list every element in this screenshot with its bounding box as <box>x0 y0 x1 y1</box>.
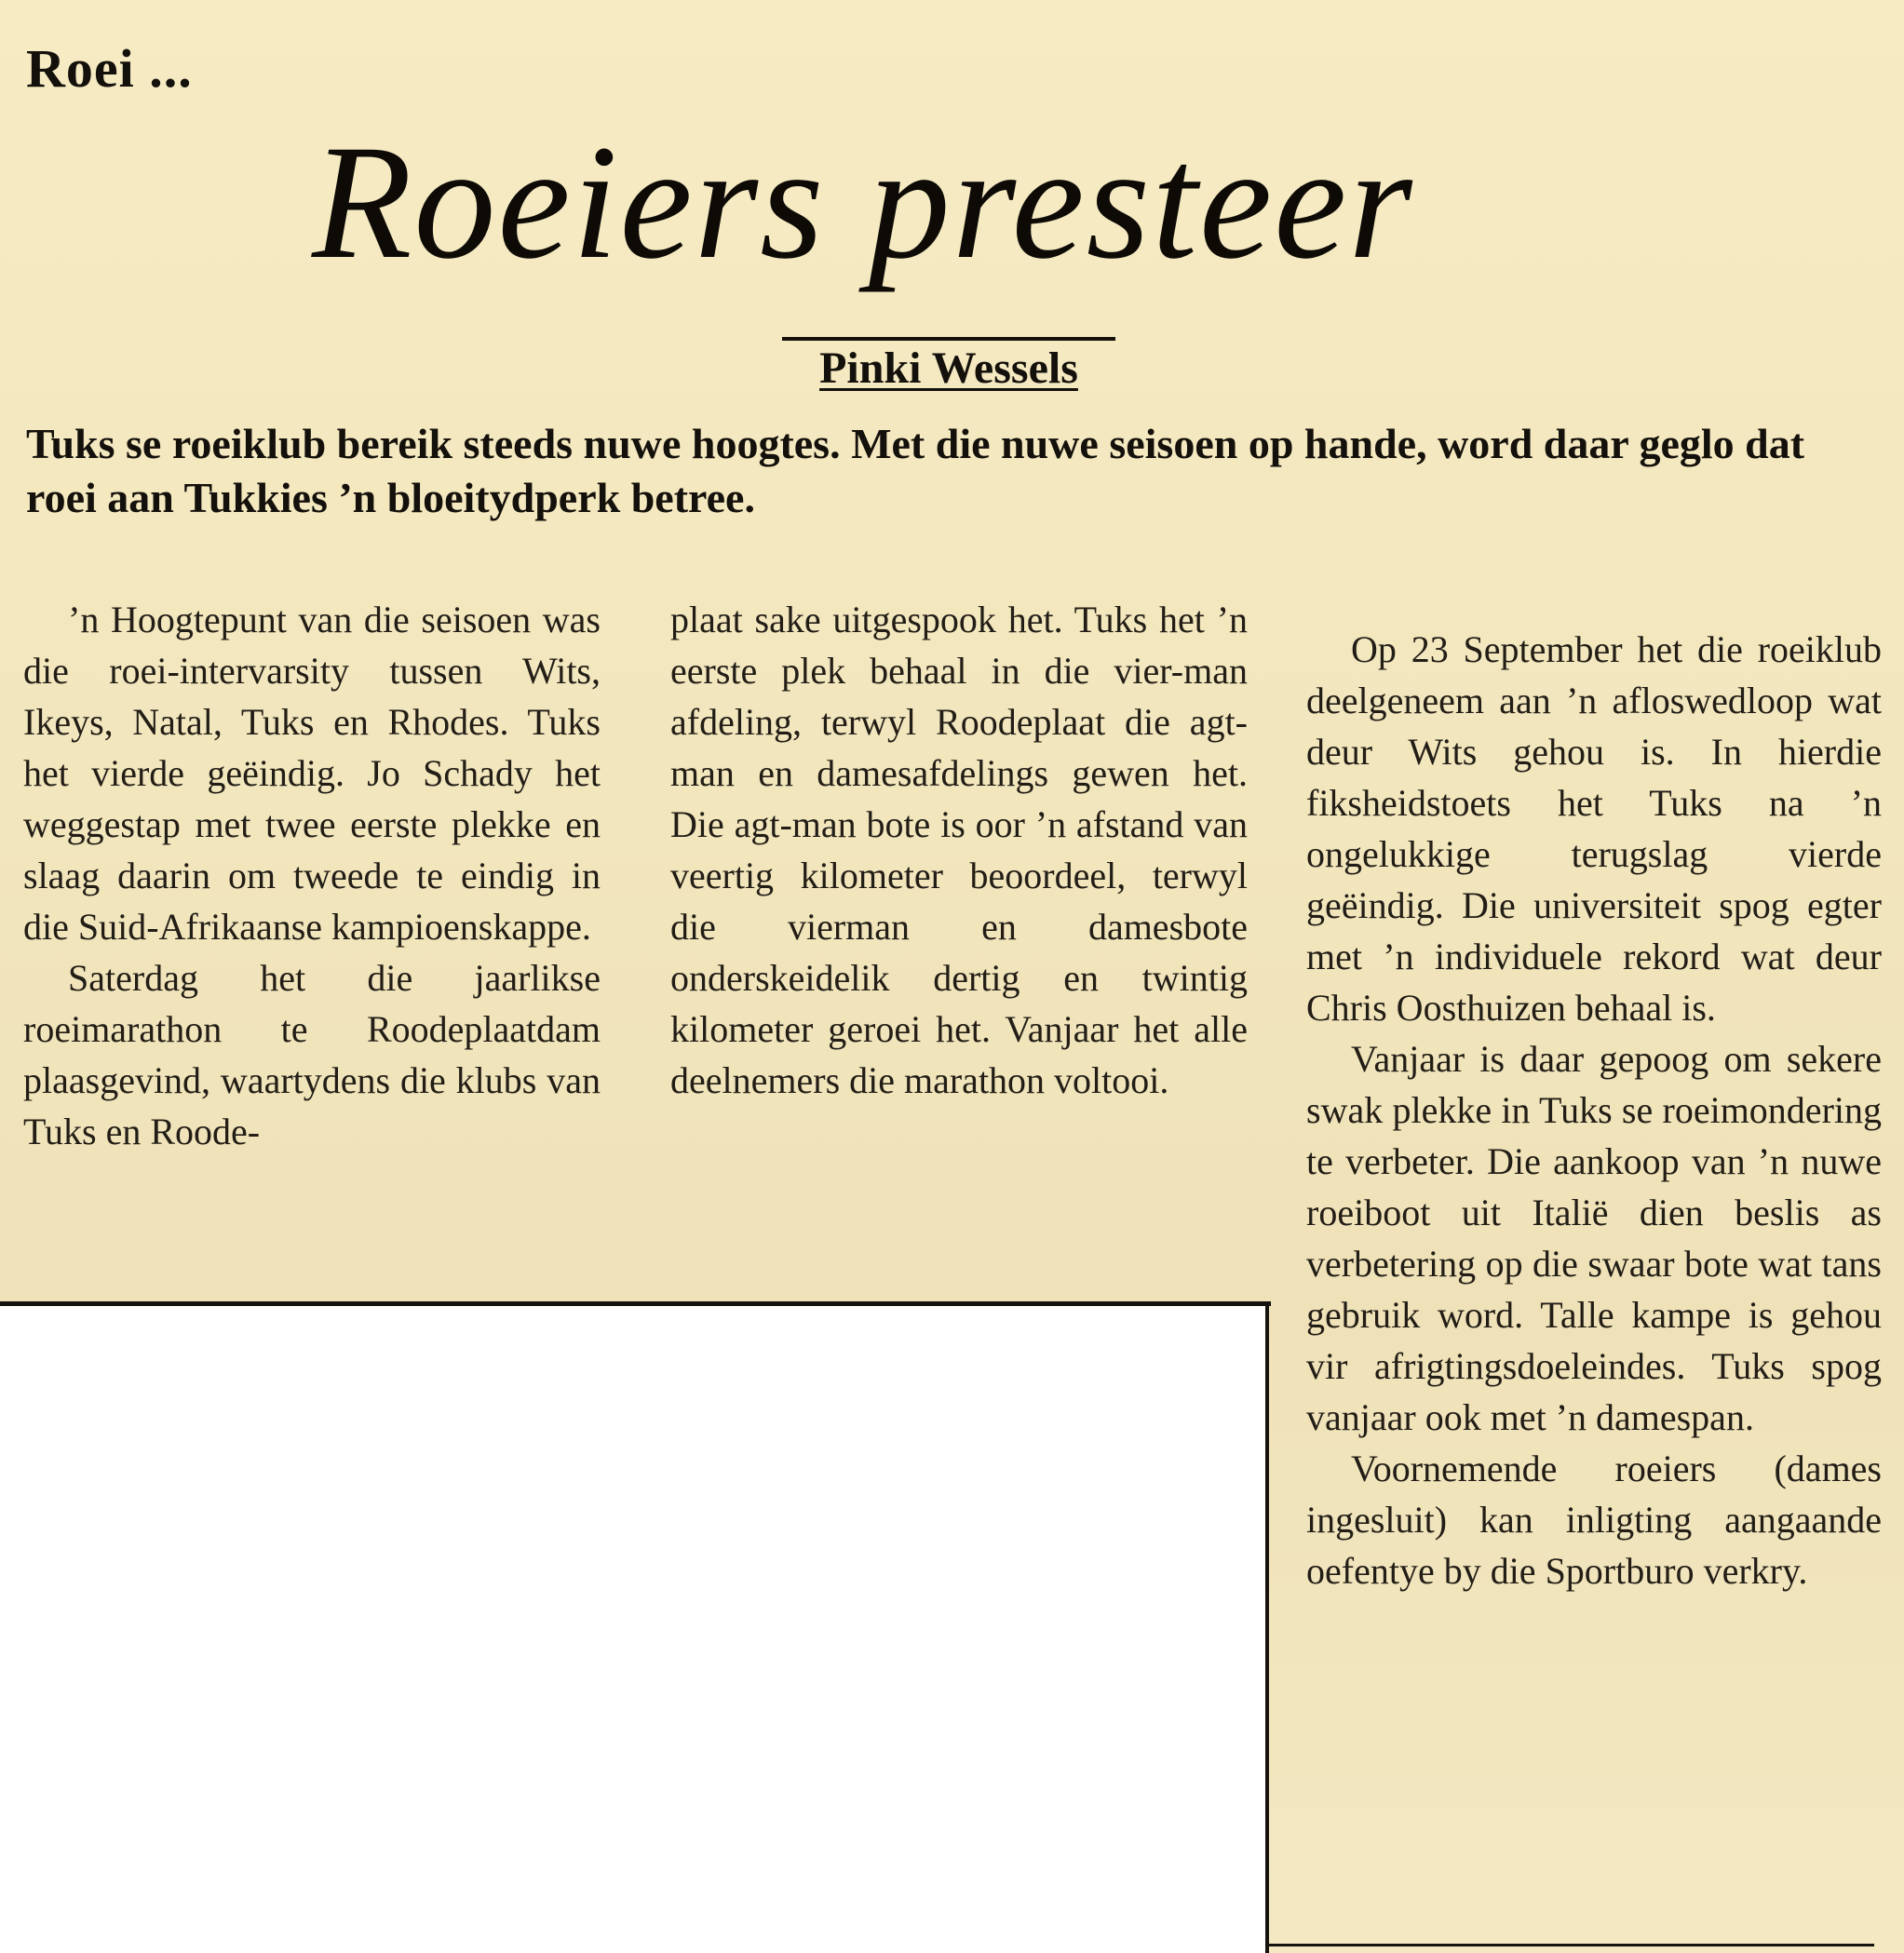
article-lede: Tuks se roeiklub bereik steeds nuwe hoogtes. Met die nuwe seisoen op hande, word daar geglo dat roei aan Tukkies ’n bloeitydperk betree. <box>26 420 1805 521</box>
horizontal-border-rule <box>0 1301 1271 1306</box>
byline-rule <box>782 337 1115 341</box>
article-headline: Roeiers presteer <box>312 112 1414 293</box>
text-column-1 <box>23 594 601 1157</box>
column-3-paragraph-2: Vanjaar is daar gepoog om sekere swak plekke in Tuks se roeimondering te verbeter. Die aankoop van ’n nuwe roeiboot uit Italië dien beslis as verbetering op die swaar bote wat tans gebruik word. Talle kampe is gehou vir afrigtingsdoeleindes. Tuks spog vanjaar ook met ’n damespan. <box>1306 1038 1882 1438</box>
bottom-border-rule <box>1269 1944 1874 1946</box>
vertical-border-rule <box>1265 1301 1269 1953</box>
section-kicker: Roei ... <box>26 38 193 99</box>
column-2-paragraph-1: plaat sake uitgespook het. Tuks het ’n eerste plek behaal in die vier-man afdeling, terwyl Roodeplaat die agt-man en damesafdelings gewen het. Die agt-man bote is oor ’n afstand van veertig kilometer beoordeel, terwyl die vierman en damesbote onderskeidelik dertig en twintig kilometer geroei het. Vanjaar het alle deelnemers die marathon voltooi. <box>670 599 1248 1101</box>
blank-cutout-area <box>0 1307 1268 1953</box>
article-byline: Pinki Wessels <box>819 343 1078 393</box>
column-3-paragraph-1: Op 23 September het die roeiklub deelgeneem aan ’n afloswedloop wat deur Wits gehou is. In hierdie fiksheidstoets het Tuks na ’n ongelukkige terugslag vierde geëindig. Die universiteit spog egter met ’n individuele rekord wat deur Chris Oosthuizen behaal is. <box>1306 628 1882 1029</box>
column-1-paragraph-1: ’n Hoogtepunt van die seisoen was die roei-intervarsity tussen Wits, Ikeys, Natal, Tuks en Rhodes. Tuks het vierde geëindig. Jo Schady het weggestap met twee eerste plekke en slaag daarin om tweede te eindig in die Suid-Afrikaanse kampioenskappe. <box>23 599 601 948</box>
column-1-paragraph-2: Saterdag het die jaarlikse roeimarathon te Roodeplaatdam plaasgevind, waartydens die klubs van Tuks en Roode- <box>23 957 601 1152</box>
column-3-paragraph-3: Voornemende roeiers (dames ingesluit) kan inligting aangaande oefentye by die Sportburo verkry. <box>1306 1448 1882 1592</box>
text-column-2 <box>670 594 1248 1106</box>
text-column-3 <box>1306 624 1882 1596</box>
